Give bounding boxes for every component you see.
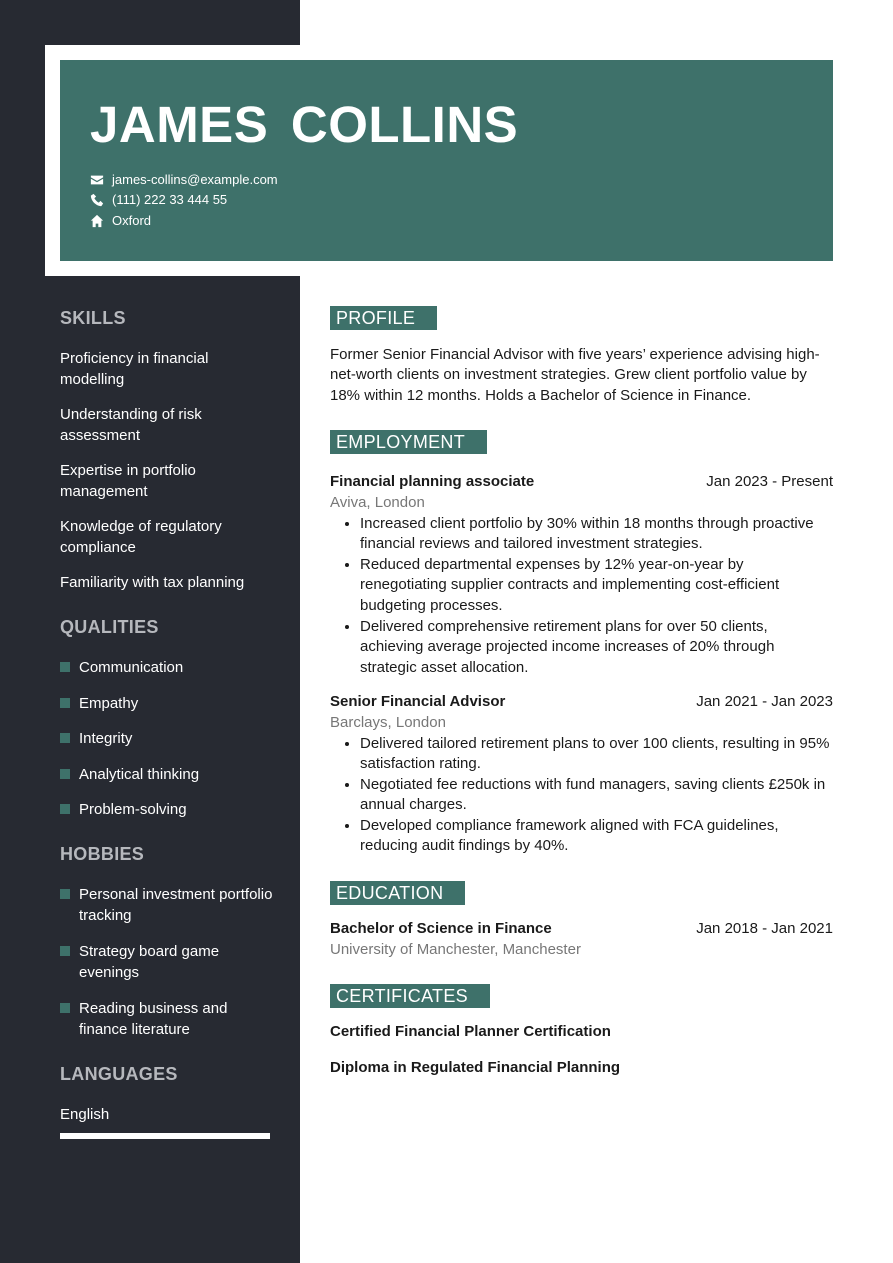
job-points [330,514,833,679]
education-header [330,919,833,940]
envelope-icon [90,173,104,187]
hobby-label: Personal investment portfolio tracking [79,886,273,925]
certificates-section [330,984,833,1078]
job-header [330,692,833,713]
education-heading: EDUCATION [330,881,465,905]
home-icon [90,214,104,228]
languages-heading: LANGUAGES [60,1063,178,1084]
quality-item [60,764,275,785]
quality-label: Integrity [79,730,133,748]
phone-text[interactable]: (111) 222 33 444 55 [112,192,228,207]
quality-item [60,799,275,820]
quality-label: Problem-solving [79,801,187,819]
hobby-label: Strategy board game evenings [79,942,220,981]
main-content [330,306,833,1102]
skills-heading: SKILLS [60,308,126,328]
education-section [330,881,833,960]
hobby-label: Reading business and finance literature [79,999,228,1038]
quality-label: Empathy [79,694,139,712]
sidebar [60,306,275,1161]
location-text: Oxford [112,213,152,228]
job-entry [330,692,833,857]
skill-item: Understanding of risk assessment [60,406,202,444]
certificate-item: Certified Financial Planner Certification [330,1023,611,1041]
quality-label: Analytical thinking [79,765,200,783]
job-dates: Jan 2021 - Jan 2023 [696,693,833,711]
hobbies-heading: HOBBIES [60,844,145,865]
language-level-bar [60,1133,270,1139]
job-points [330,734,833,858]
phone-icon [90,193,104,207]
qualities-section [60,615,275,820]
square-bullet-icon [60,804,70,814]
square-bullet-icon [60,946,70,956]
square-bullet-icon [60,889,70,899]
skill-item: Expertise in portfolio management [60,462,196,500]
employment-heading: EMPLOYMENT [330,430,487,454]
square-bullet-icon [60,1003,70,1013]
job-header [330,472,833,493]
square-bullet-icon [60,769,70,779]
qualities-heading: QUALITIES [60,617,159,637]
job-point: • Increased client portfolio by 30% within 18 months through proactive financial reviews and tailored investment strategies. [360,514,833,555]
hobby-item [60,941,275,983]
skill-item: Knowledge of regulatory compliance [60,518,222,556]
certificates-heading: CERTIFICATES [330,984,490,1008]
profile-section [330,306,833,406]
job-point: • Reduced departmental expenses by 12% year-on-year by renegotiating supplier contracts and implementing cost-efficient budgeting processes. [360,555,833,617]
degree-title: Bachelor of Science in Finance [330,920,552,938]
job-title: Senior Financial Advisor [330,693,506,711]
language-name: English [60,1105,110,1123]
job-point: • Delivered tailored retirement plans to over 100 clients, resulting in 95% satisfaction rating. [360,734,833,775]
profile-text: Former Senior Financial Advisor with five years’ experience advising high-net-worth clients on investment strategies. Grew client portfolio value by 18% within 12 months. Holds a Bachelor of Science in Finance. [330,345,820,404]
header [60,60,833,261]
quality-label: Communication [79,659,184,676]
education-dates: Jan 2018 - Jan 2021 [696,920,833,938]
job-point: • Negotiated fee reductions with fund managers, saving clients £250k in annual charges. [360,775,833,816]
skills-section [60,306,275,593]
profile-heading: PROFILE [330,306,437,330]
email-row [90,172,278,188]
job-title: Financial planning associate [330,473,535,491]
job-dates: Jan 2023 - Present [706,473,833,491]
quality-item [60,657,275,678]
square-bullet-icon [60,733,70,743]
quality-item [60,728,275,749]
candidate-name: JAMES COLLINS [90,96,519,153]
job-employer: Barclays, London [330,713,446,731]
school-name: University of Manchester, Manchester [330,940,581,958]
location-row [90,213,151,229]
square-bullet-icon [60,662,70,672]
employment-section [330,430,833,857]
languages-section [60,1062,275,1139]
job-point: • Developed compliance framework aligned with FCA guidelines, reducing audit findings by 40%. [360,816,833,857]
square-bullet-icon [60,698,70,708]
job-point: • Delivered comprehensive retirement plans for over 50 clients, achieving average projected income increases of 20% through strategic asset allocation. [360,617,833,679]
email-text[interactable]: james-collins@example.com [112,172,278,187]
quality-item [60,693,275,714]
phone-row [90,192,227,208]
job-entry [330,472,833,678]
skill-item: Proficiency in financial modelling [60,350,209,388]
skill-item: Familiarity with tax planning [60,574,245,591]
hobbies-section [60,842,275,1039]
certificate-item: Diploma in Regulated Financial Planning [330,1058,621,1076]
job-employer: Aviva, London [330,493,425,511]
hobby-item [60,998,275,1040]
hobby-item [60,884,275,926]
